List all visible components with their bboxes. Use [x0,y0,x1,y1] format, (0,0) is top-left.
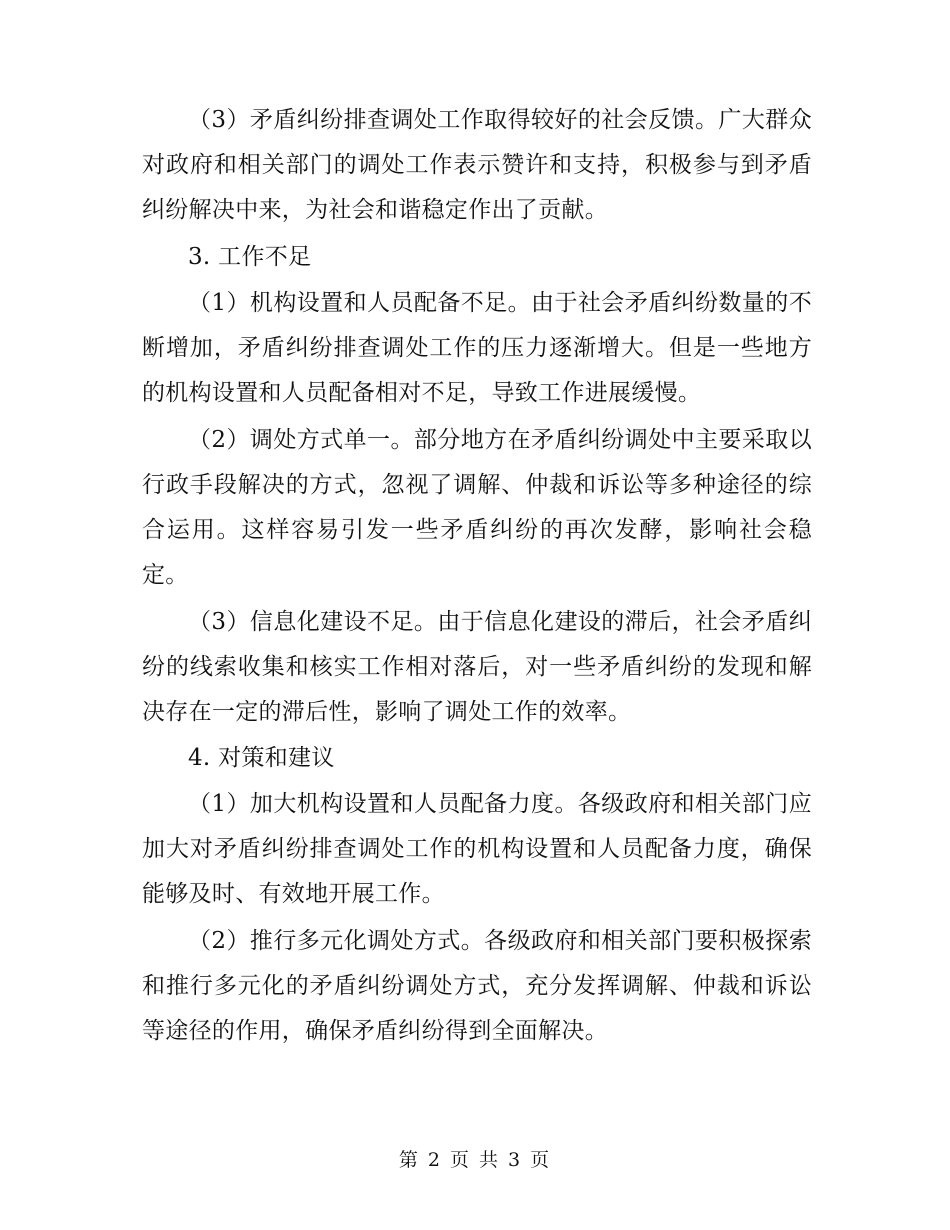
page-number-footer: 第 2 页 共 3 页 [398,1149,552,1171]
section-heading-recommendations: 4. 对策和建议 [188,745,335,771]
paragraph-informatization: （3）信息化建设不足。由于信息化建设的滞后，社会矛盾纠纷的线索收集和核实工作相对落后，对一些矛盾纠纷的发现和解决存在一定的滞后性，影响了调处工作的效率。 [142,609,812,725]
paragraph-social-feedback: （3）矛盾纠纷排查调处工作取得较好的社会反馈。广大群众对政府和相关部门的调处工作表示赞许和支持，积极参与到矛盾纠纷解决中来，为社会和谐稳定作出了贡献。 [142,107,812,223]
paragraph-staffing-shortage: （1）机构设置和人员配备不足。由于社会矛盾纠纷数量的不断增加，矛盾纠纷排查调处工作的压力逐渐增大。但是一些地方的机构设置和人员配备相对不足，导致工作进展缓慢。 [142,290,812,406]
paragraph-diversified-methods: （2）推行多元化调处方式。各级政府和相关部门要积极探索和推行多元化的矛盾纠纷调处方式，充分发挥调解、仲裁和诉讼等途径的作用，确保矛盾纠纷得到全面解决。 [142,928,812,1044]
paragraph-single-method: （2）调处方式单一。部分地方在矛盾纠纷调处中主要采取以行政手段解决的方式，忽视了调解、仲裁和诉讼等多种途径的综合运用。这样容易引发一些矛盾纠纷的再次发酵，影响社会稳定。 [142,427,812,588]
paragraph-increase-staffing: （1）加大机构设置和人员配备力度。各级政府和相关部门应加大对矛盾纠纷排查调处工作的机构设置和人员配备力度，确保能够及时、有效地开展工作。 [142,791,812,907]
section-heading-shortcomings: 3. 工作不足 [188,244,312,270]
